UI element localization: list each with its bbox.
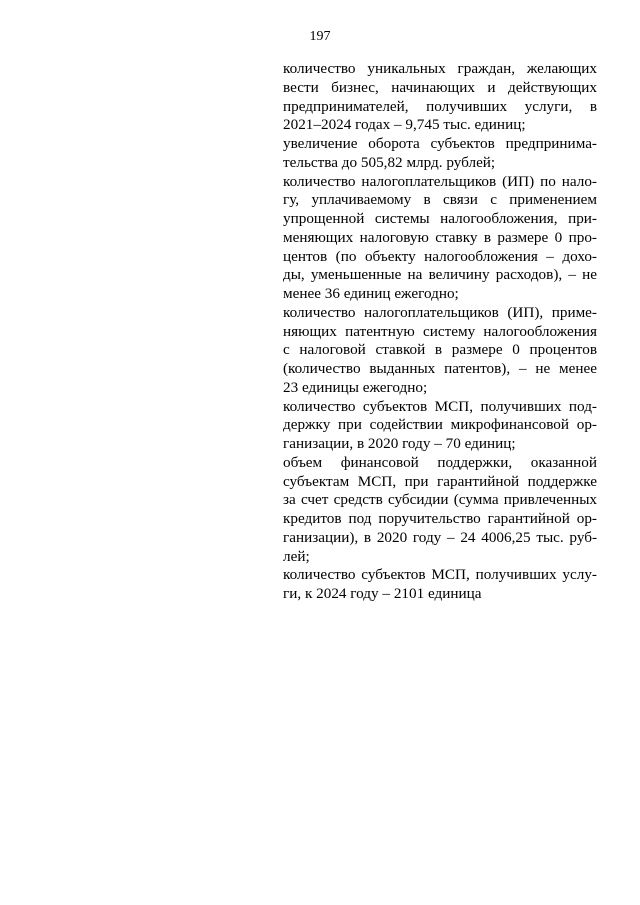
text-line: ды, уменьшенные на величину расходов), – не xyxy=(283,266,597,284)
text-line: вести бизнес, начинающих и действующих xyxy=(283,78,597,96)
text-line: количество налогоплательщиков (ИП) по нало- xyxy=(283,172,597,190)
text-line: 23 единицы ежегодно; xyxy=(283,378,428,396)
page-number: 197 xyxy=(309,29,331,44)
text-line: лей; xyxy=(283,547,310,565)
text-line: субъектам МСП, при гарантийной поддержке xyxy=(283,472,597,490)
text-line: предпринимателей, получивших услуги, в xyxy=(283,97,597,115)
text-line: количество субъектов МСП, получивших услу- xyxy=(283,566,597,584)
text-line: увеличение оборота субъектов предпринима- xyxy=(283,135,597,152)
text-line: за счет средств субсидии (сумма привлеченных xyxy=(283,491,597,509)
text-line: упрощенной системы налогообложения, при- xyxy=(283,210,597,227)
text-line: тельства до 505,82 млрд. рублей; xyxy=(283,153,496,171)
text-line: 2021–2024 годах – 9,745 тыс. единиц; xyxy=(283,116,526,134)
text-line: менее 36 единиц ежегодно; xyxy=(283,285,459,302)
text-line: держку при содействии микрофинансовой ор- xyxy=(283,416,597,434)
text-line: ганизации, в 2020 году – 70 единиц; xyxy=(283,435,516,452)
text-line: ги, к 2024 году – 2101 единица xyxy=(283,585,482,602)
text-line: количество налогоплательщиков (ИП), приме- xyxy=(283,303,597,321)
text-line: няющих патентную систему налогообложения xyxy=(283,322,597,340)
text-line: гу, уплачиваемому в связи с применением xyxy=(283,191,597,209)
text-line: объем финансовой поддержки, оказанной xyxy=(283,453,597,471)
text-line: количество субъектов МСП, получивших под- xyxy=(283,397,597,415)
text-line: центов (по объекту налогообложения – дохо- xyxy=(283,247,597,265)
document-body xyxy=(283,60,597,604)
text-line: кредитов под поручительство гарантийной ор- xyxy=(283,510,597,527)
text-line: ганизации), в 2020 году – 24 4006,25 тыс. руб- xyxy=(283,528,597,546)
text-line: с налоговой ставкой в размере 0 процентов xyxy=(283,341,597,359)
text-line: количество уникальных граждан, желающих xyxy=(283,60,597,77)
text-line: меняющих налоговую ставку в размере 0 про- xyxy=(283,228,597,246)
text-line: (количество выданных патентов), – не менее xyxy=(283,360,597,377)
